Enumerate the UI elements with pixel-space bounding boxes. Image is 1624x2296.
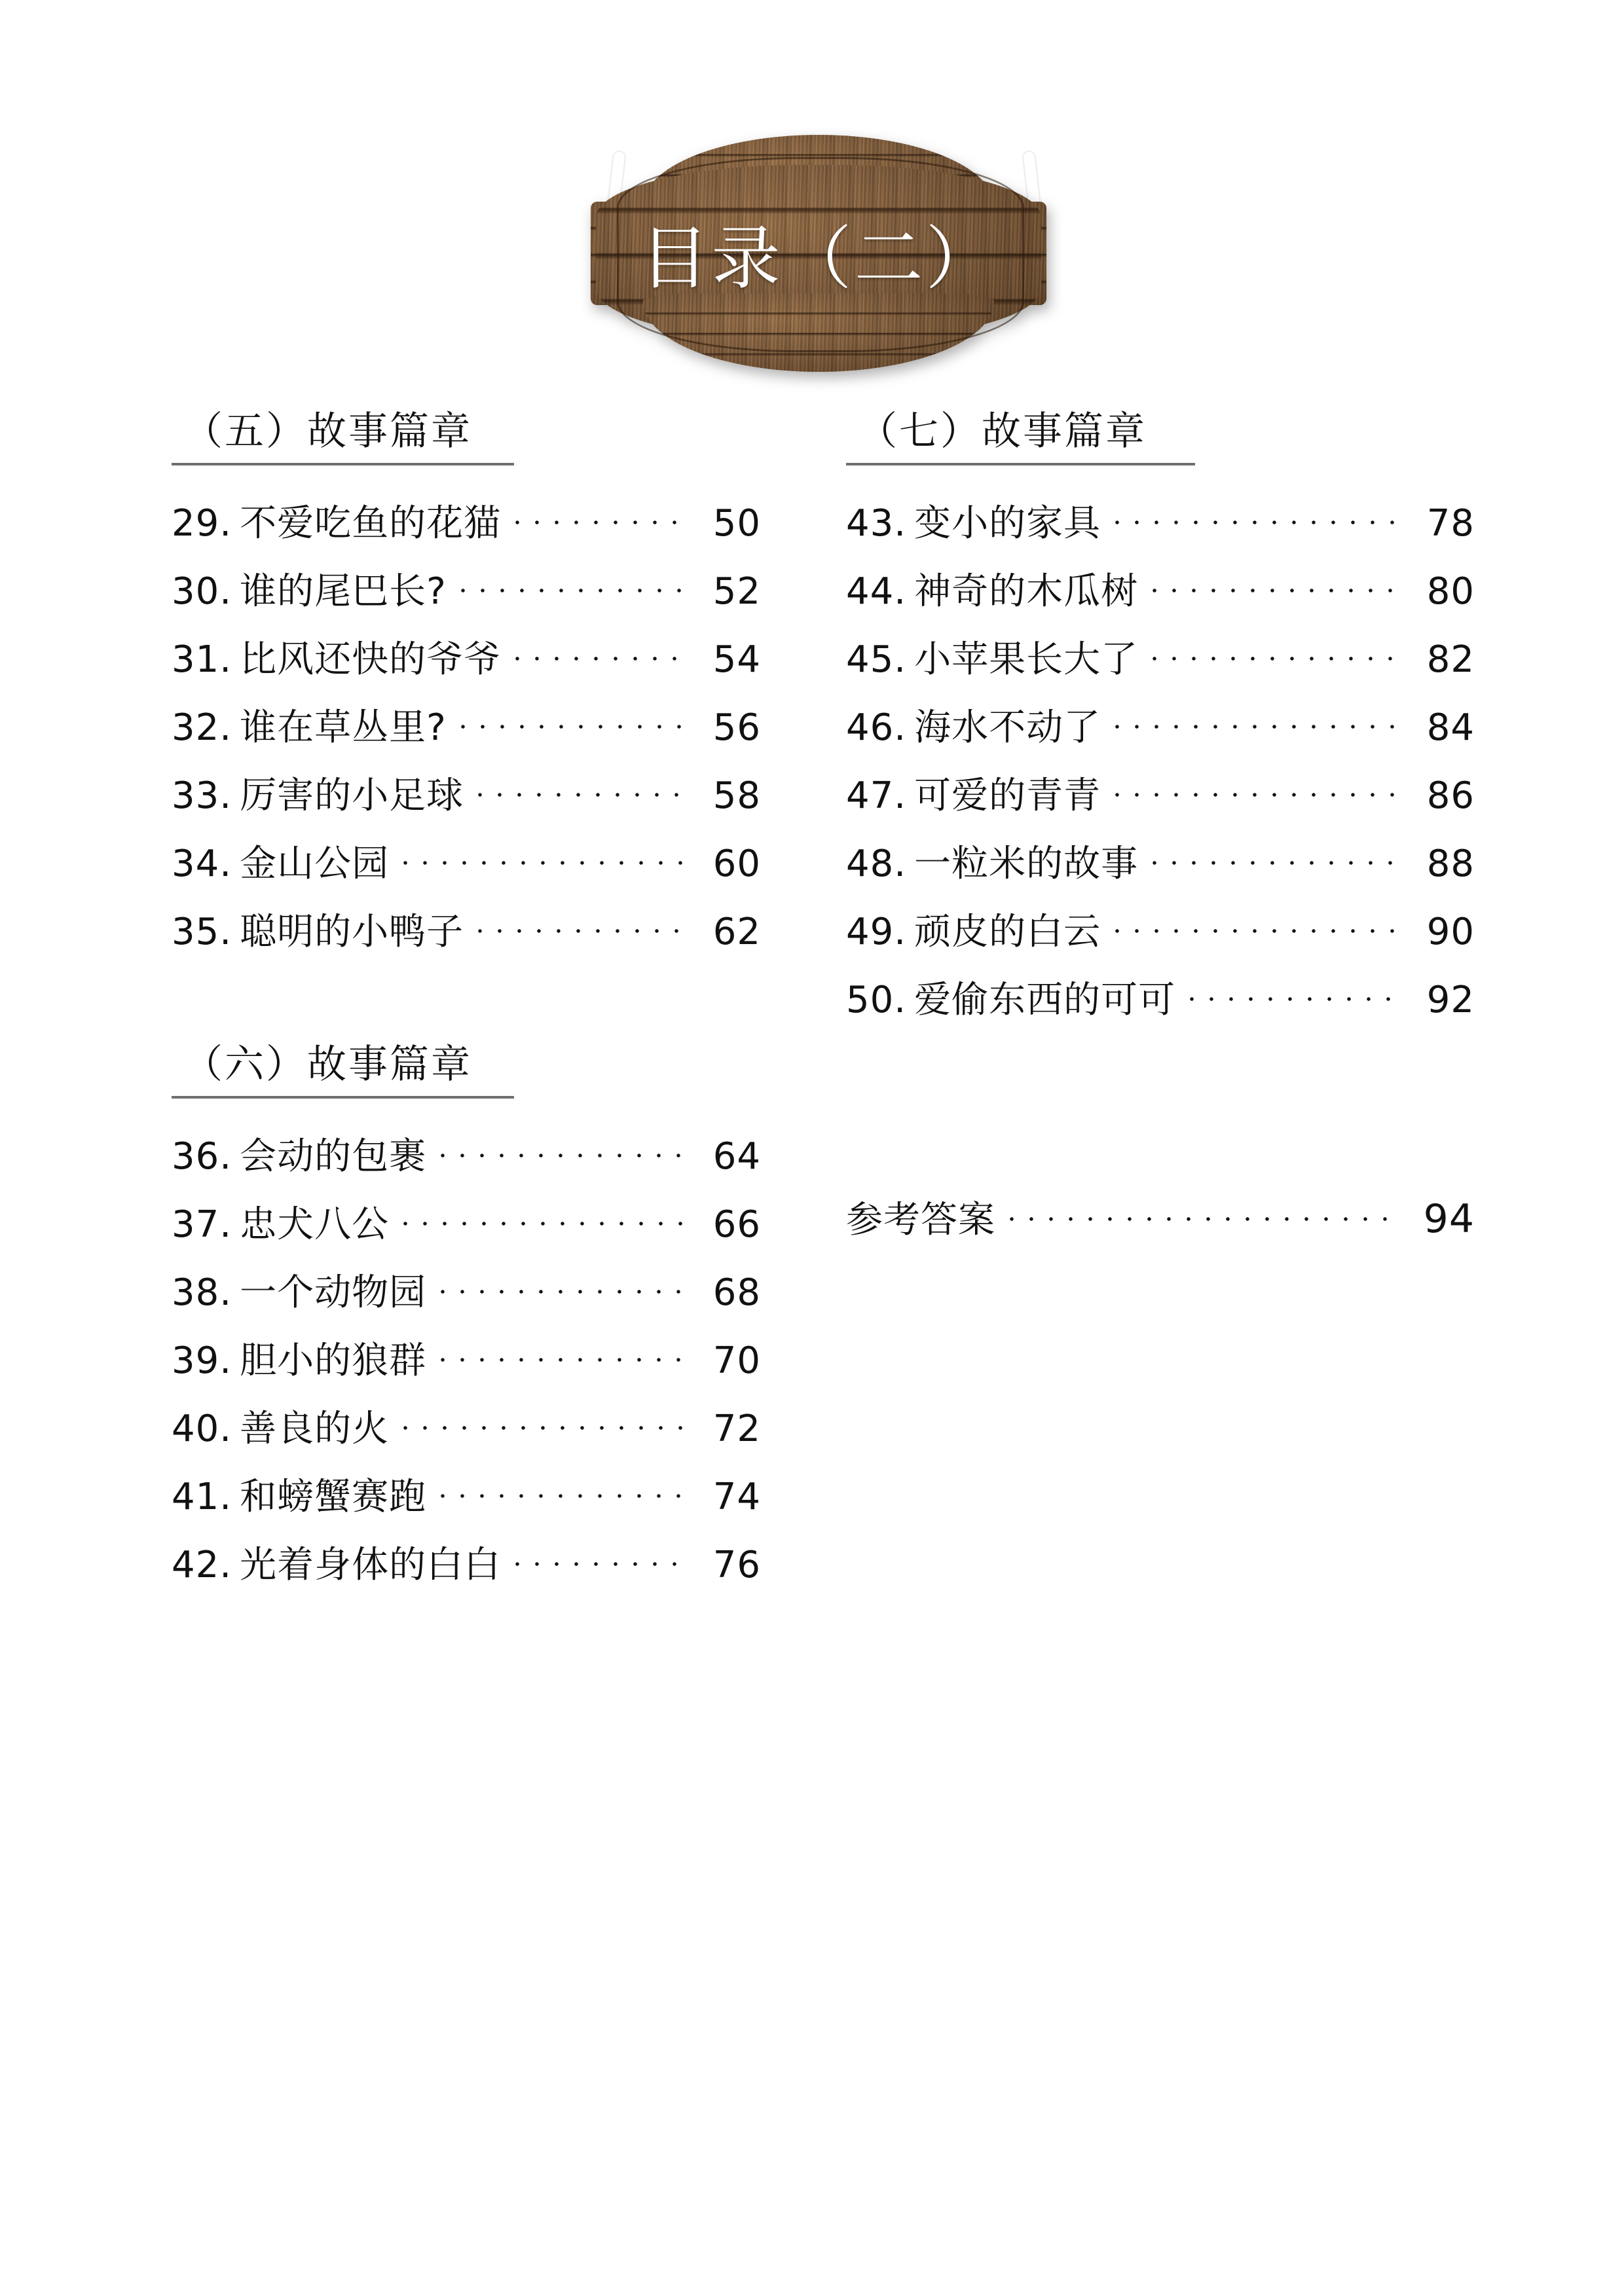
- toc-entry[interactable]: [172, 767, 761, 835]
- entry-title: 光着身体的白白: [240, 1544, 502, 1586]
- toc-entry[interactable]: [846, 767, 1475, 835]
- entry-number: 34.: [172, 843, 232, 885]
- entry-title: 比风还快的爷爷: [240, 638, 502, 681]
- entry-title: 小苹果长大了: [914, 638, 1139, 681]
- entry-page: 68: [712, 1271, 761, 1314]
- dot-leader: [433, 1336, 689, 1373]
- entry-number: 43.: [846, 502, 907, 545]
- entry-number: 48.: [846, 843, 907, 885]
- dot-leader: [1182, 975, 1403, 1012]
- section-seven-entries: [846, 494, 1475, 1039]
- entry-number: 49.: [846, 911, 907, 953]
- toc-entry[interactable]: [846, 903, 1475, 971]
- entry-title: 爱偷东西的可可: [914, 979, 1176, 1021]
- toc-entry[interactable]: [172, 903, 761, 971]
- entry-title: 厉害的小足球: [240, 774, 464, 817]
- section-five-entries: [172, 494, 761, 971]
- toc-entry[interactable]: [172, 1400, 761, 1468]
- dot-leader: [1107, 771, 1403, 808]
- entry-number: 42.: [172, 1544, 232, 1586]
- entry-page: 74: [712, 1476, 761, 1518]
- page-title: 目录（二）: [640, 218, 997, 299]
- toc-entry[interactable]: [172, 1127, 761, 1195]
- toc-entry[interactable]: [172, 562, 761, 630]
- toc-entry[interactable]: [846, 630, 1475, 699]
- entry-page: 62: [712, 911, 761, 953]
- dot-leader: [1107, 907, 1403, 944]
- entry-title: 善良的火: [240, 1408, 390, 1450]
- toc-entry[interactable]: [846, 494, 1475, 562]
- entry-number: 33.: [172, 774, 232, 817]
- entry-page: 86: [1426, 774, 1475, 817]
- section-six-title: （六）故事篇章: [183, 1042, 472, 1087]
- section-five-underline: [172, 463, 514, 465]
- dot-leader: [470, 771, 689, 808]
- entry-page: 64: [712, 1135, 761, 1178]
- toc-entry[interactable]: [846, 971, 1475, 1039]
- entry-page: 72: [712, 1408, 761, 1450]
- toc-entry[interactable]: [846, 562, 1475, 630]
- section-six: [172, 1044, 761, 1604]
- entry-number: 45.: [846, 638, 907, 681]
- toc-entry[interactable]: [172, 630, 761, 699]
- entry-page: 66: [712, 1203, 761, 1246]
- dot-leader: [453, 703, 695, 740]
- entry-page: 82: [1426, 638, 1475, 681]
- wooden-sign: [588, 128, 1049, 377]
- section-seven-underline: [846, 463, 1195, 465]
- toc-entry[interactable]: [172, 1468, 761, 1536]
- entry-title: 不爱吃鱼的花猫: [240, 502, 502, 545]
- dot-leader: [507, 499, 689, 536]
- dot-leader: [507, 635, 689, 672]
- entry-title: 神奇的木瓜树: [914, 570, 1139, 613]
- toc-entry[interactable]: [172, 1264, 761, 1332]
- entry-title: 变小的家具: [914, 502, 1101, 545]
- entry-number: 44.: [846, 570, 907, 613]
- entry-page: 84: [1426, 706, 1475, 749]
- toc-entry-answers[interactable]: [846, 1191, 1475, 1259]
- entry-title: 谁的尾巴长?: [240, 570, 447, 613]
- entry-number: 39.: [172, 1339, 232, 1382]
- entry-page: 56: [712, 706, 761, 749]
- answers-title: 参考答案: [846, 1199, 995, 1241]
- entry-title: 聪明的小鸭子: [240, 911, 464, 953]
- entry-page: 60: [712, 843, 761, 885]
- entry-title: 胆小的狼群: [240, 1339, 427, 1382]
- entry-number: 46.: [846, 706, 907, 749]
- entry-number: 36.: [172, 1135, 232, 1178]
- entry-page: 58: [712, 774, 761, 817]
- entry-number: 37.: [172, 1203, 232, 1246]
- entry-number: 40.: [172, 1408, 232, 1450]
- entry-title: 一个动物园: [240, 1271, 427, 1314]
- page-banner: [0, 0, 1624, 393]
- dot-leader: [433, 1268, 689, 1305]
- toc-entry[interactable]: [846, 699, 1475, 767]
- dot-leader: [433, 1132, 689, 1169]
- section-five: [172, 411, 761, 971]
- toc-entry[interactable]: [172, 1536, 761, 1604]
- dot-leader: [1145, 635, 1403, 672]
- entry-page: 88: [1426, 843, 1475, 885]
- entry-number: 30.: [172, 570, 232, 613]
- entry-title: 谁在草丛里?: [240, 706, 447, 749]
- entry-title: 可爱的青青: [914, 774, 1101, 817]
- entry-number: 50.: [846, 979, 907, 1021]
- entry-page: 76: [712, 1544, 761, 1586]
- toc-entry[interactable]: [172, 1195, 761, 1264]
- section-six-entries: [172, 1127, 761, 1604]
- entry-page: 90: [1426, 911, 1475, 953]
- entry-page: 92: [1426, 979, 1475, 1021]
- toc-entry[interactable]: [846, 835, 1475, 903]
- dot-leader: [1145, 567, 1403, 604]
- dot-leader: [1145, 839, 1403, 876]
- entry-title: 忠犬八公: [240, 1203, 390, 1246]
- answers-page: 94: [1423, 1196, 1475, 1242]
- entry-number: 47.: [846, 774, 907, 817]
- entry-page: 50: [712, 502, 761, 545]
- entry-page: 80: [1426, 570, 1475, 613]
- section-seven-title: （七）故事篇章: [858, 409, 1147, 454]
- toc-right-column: [846, 411, 1475, 1259]
- entry-title: 会动的包裹: [240, 1135, 427, 1178]
- entry-title: 顽皮的白云: [914, 911, 1101, 953]
- dot-leader: [453, 567, 695, 604]
- dot-leader: [396, 839, 689, 876]
- toc-entry[interactable]: [172, 494, 761, 562]
- entry-page: 54: [712, 638, 761, 681]
- section-five-title: （五）故事篇章: [183, 409, 472, 454]
- section-six-underline: [172, 1096, 514, 1099]
- toc-entry[interactable]: [172, 699, 761, 767]
- toc-entry[interactable]: [172, 1332, 761, 1400]
- dot-leader: [1002, 1195, 1403, 1232]
- toc-entry[interactable]: [172, 835, 761, 903]
- entry-page: 70: [712, 1339, 761, 1382]
- entry-title: 和螃蟹赛跑: [240, 1476, 427, 1518]
- dot-leader: [396, 1404, 689, 1441]
- dot-leader: [507, 1540, 689, 1577]
- entry-title: 一粒米的故事: [914, 843, 1139, 885]
- entry-page: 78: [1426, 502, 1475, 545]
- entry-number: 31.: [172, 638, 232, 681]
- toc-left-column: [172, 411, 761, 1604]
- dot-leader: [433, 1472, 689, 1509]
- entry-page: 52: [712, 570, 761, 613]
- section-seven: [846, 411, 1475, 1039]
- dot-leader: [1107, 499, 1403, 536]
- entry-title: 海水不动了: [914, 706, 1101, 749]
- entry-number: 29.: [172, 502, 232, 545]
- dot-leader: [470, 907, 689, 944]
- entry-title: 金山公园: [240, 843, 390, 885]
- entry-number: 38.: [172, 1271, 232, 1314]
- entry-number: 35.: [172, 911, 232, 953]
- dot-leader: [1107, 703, 1403, 740]
- entry-number: 41.: [172, 1476, 232, 1518]
- entry-number: 32.: [172, 706, 232, 749]
- dot-leader: [396, 1200, 689, 1237]
